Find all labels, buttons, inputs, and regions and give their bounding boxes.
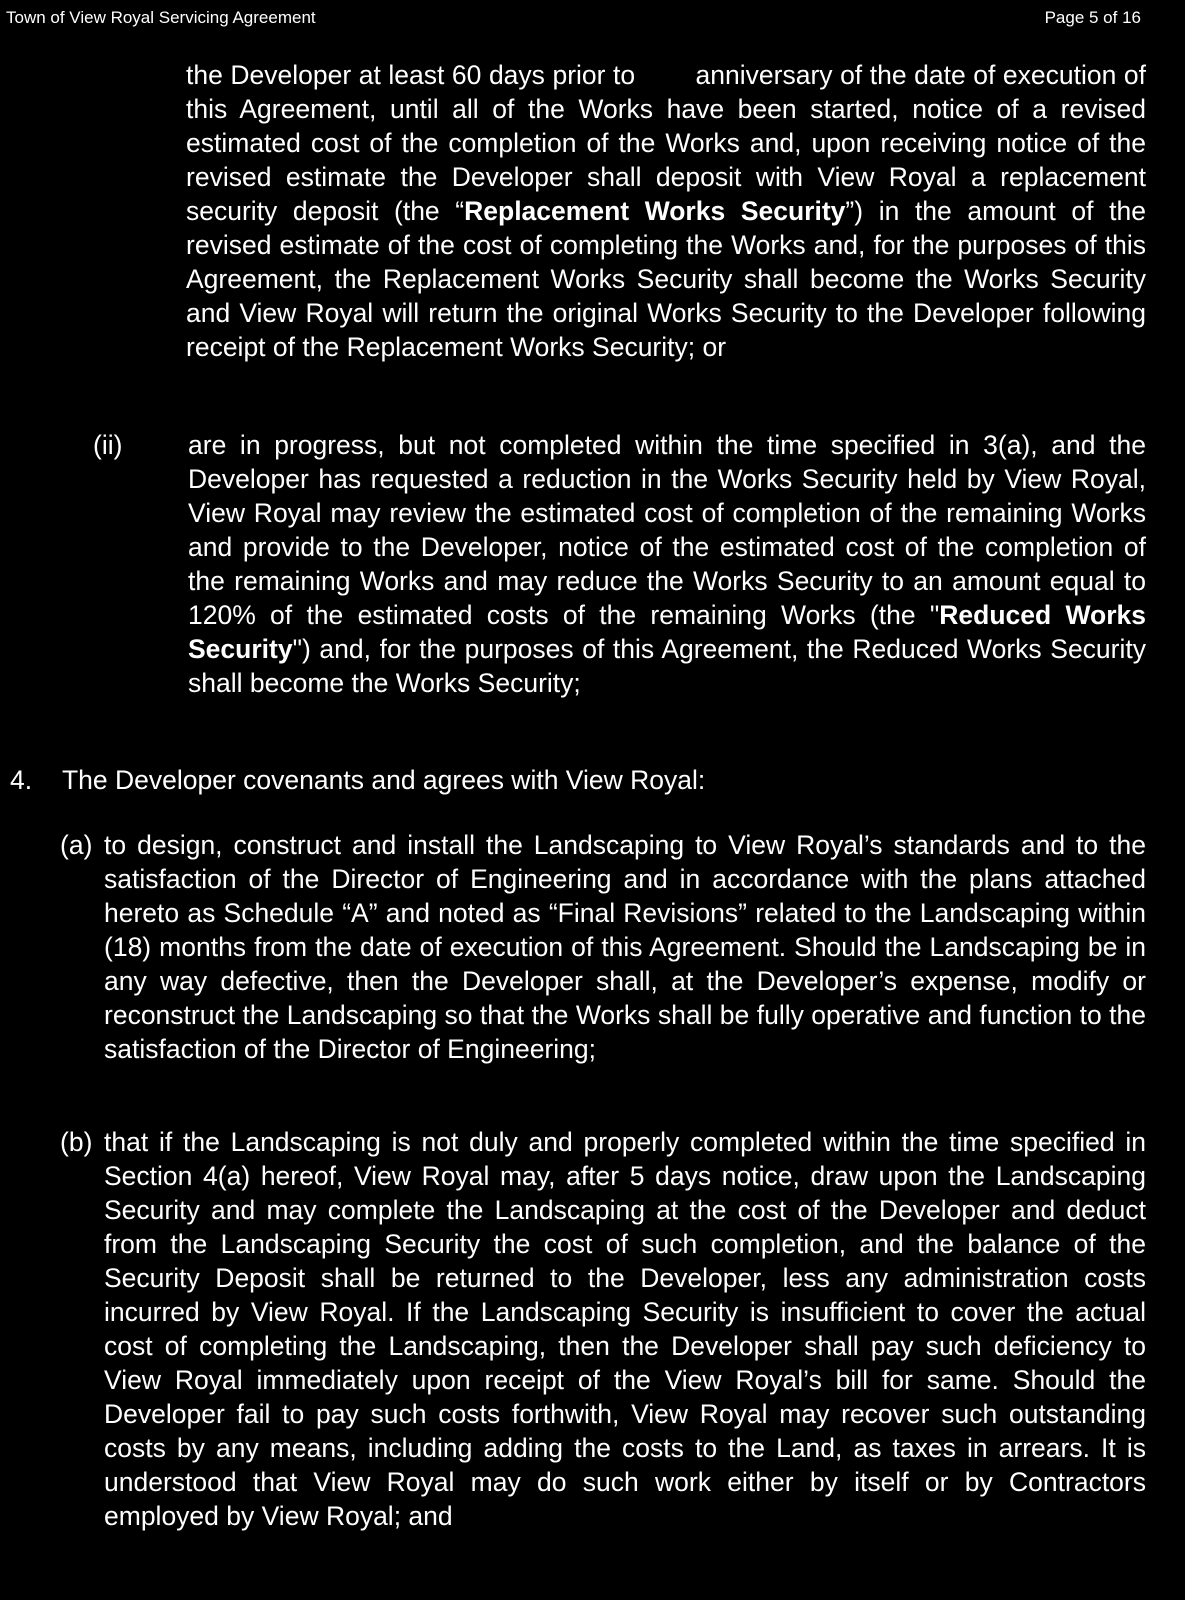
clause-b-text: that if the Landscaping is not duly and properly completed within the time specified in Section 4(a) hereof, View Royal may, after 5 days notice, draw upon the Landscaping Security and may complete the Landscaping at the cost of the Developer and deduct from the Landscaping Security the cost of such completion, and the balance of the Security Deposit shall be returned to the Developer, less any administration costs incurred by View Royal. If the Landscaping Security is insufficient to cover the actual cost of completing the Landscaping, then the Developer shall pay such deficiency to View Royal immediately upon receipt of the View Royal’s bill for same. Should the Developer fail to pay such costs forthwith, View Royal may recover such outstanding costs by any means, including adding the costs to the Land, as taxes in arrears. It is understood that View Royal may do such work either by itself or by Contractors employed by View Royal; and [104, 1127, 1146, 1531]
section-4-intro: The Developer covenants and agrees with View Royal: [62, 765, 706, 795]
clause-marker-b: (b) [60, 1127, 93, 1157]
paragraph-text: are in progress, but not completed within the time specified in 3(a), and the Developer has requested a reduction in the Works Security held by View Royal, View Royal may review the estimated cost of completion of the remaining Works and provide to the Developer, notice of the estimated cost of the completion of the remaining Works and may reduce the Works Security to an amount equal to 120% of the estimated costs of the remaining Works (the " [188, 430, 1146, 630]
paragraph-continued [186, 58, 1154, 364]
clause-ii-text [188, 428, 1146, 700]
section-number-4: 4. [10, 765, 33, 795]
defined-term-reduced-works-security: Reduced Works Security [188, 600, 1146, 664]
page-number: Page 5 of 16 [1044, 8, 1141, 27]
clause-marker-ii: (ii) [93, 430, 123, 460]
clause-a-text: to design, construct and install the Landscaping to View Royal’s standards and to the satisfaction of the Director of Engineering and in accordance with the plans attached hereto as Schedule “A” and noted as “Final Revisions” related to the Landscaping within (18) months from the date of execution of this Agreement. Should the Landscaping be in any way defective, then the Developer shall, at the Developer’s expense, modify or reconstruct the Landscaping so that the Works shall be fully operative and function to the satisfaction of the Director of Engineering; [104, 830, 1146, 1064]
paragraph-text: ”) in the amount of the revised estimate of the cost of completing the Works and, for the purposes of this Agreement, the Replacement Works Security shall become the Works Security and View Royal will return the original Works Security to the Developer following receipt of the Replacement Works Security; or [186, 196, 1154, 362]
document-title: Town of View Royal Servicing Agreement [6, 8, 316, 27]
paragraph-text: the Developer at least 60 days prior to anniversary of the date of execution of this Agreement, until all of the Works have been started, notice of a revised estimated cost of the completion of the Works and, upon receiving notice of the revised estimate the Developer shall deposit with View Royal a replacement security deposit (the “ [186, 60, 1154, 226]
paragraph-text: ") and, for the purposes of this Agreement, the Reduced Works Security shall become the Works Security; [188, 634, 1146, 698]
defined-term-replacement-works-security: Replacement Works Security [464, 196, 846, 226]
clause-marker-a: (a) [60, 830, 93, 860]
